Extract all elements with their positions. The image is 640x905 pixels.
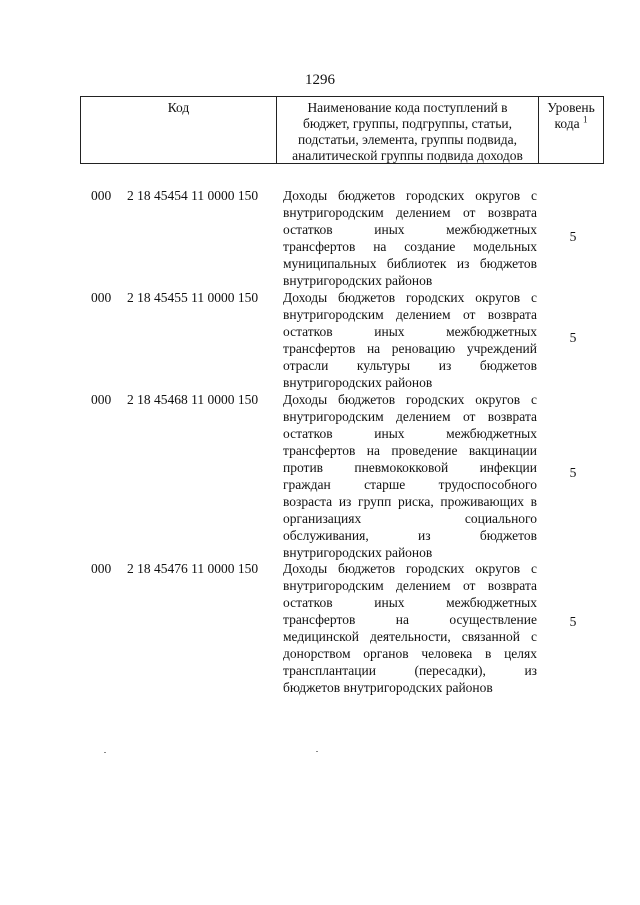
header-name-line: подстатьи, элемента, группы подвида,	[297, 132, 518, 147]
scan-speck	[316, 751, 318, 752]
description-line: внутригородским делением от возврата	[283, 205, 537, 220]
description-line: Доходы бюджетов городских округов с	[283, 290, 537, 305]
revenue-code: 2 18 45468 11 0000 150	[127, 392, 259, 407]
description-line: обслуживания, из бюджетов	[283, 528, 537, 543]
description-line: внутригородским делением от возврата	[283, 578, 537, 593]
header-level-line2	[539, 116, 603, 132]
description-line: остатков иных межбюджетных	[283, 222, 537, 237]
description-line: организациях социального	[283, 511, 537, 526]
admin-code: 000	[91, 188, 112, 203]
description-line: бюджетов внутригородских районов	[283, 680, 493, 695]
header-level-kod: кода	[554, 116, 580, 131]
admin-code: 000	[91, 392, 112, 407]
description-line: внутригородских районов	[283, 273, 433, 288]
description-line: трансфертов на реновацию учреждений	[283, 341, 537, 356]
description-line: Доходы бюджетов городских округов с	[283, 392, 537, 407]
description-line: Доходы бюджетов городских округов с	[283, 561, 537, 576]
description-line: донорством органов человека в целях	[283, 646, 537, 661]
description-line: остатков иных межбюджетных	[283, 595, 537, 610]
description-line: против пневмококковой инфекции	[283, 460, 537, 475]
description-line: трансплантации (пересадки), из	[283, 663, 537, 678]
header-level	[539, 97, 603, 163]
code-level: 5	[569, 330, 577, 345]
header-name	[277, 97, 539, 163]
revenue-description	[283, 391, 537, 561]
description-line: трансфертов на проведение вакцинации	[283, 443, 537, 458]
description-line: отрасли культуры из бюджетов	[283, 358, 537, 373]
revenue-description	[283, 560, 537, 696]
description-line: внутригородских районов	[283, 375, 433, 390]
revenue-description	[283, 289, 537, 391]
description-line: Доходы бюджетов городских округов с	[283, 188, 537, 203]
header-name-line: аналитической группы подвида доходов	[292, 148, 523, 163]
admin-code: 000	[91, 290, 112, 305]
header-name-line: бюджет, группы, подгруппы, статьи,	[303, 116, 512, 131]
revenue-code: 2 18 45454 11 0000 150	[127, 188, 259, 203]
description-line: внутригородским делением от возврата	[283, 409, 537, 424]
code-level: 5	[569, 229, 577, 244]
table-header	[80, 96, 604, 164]
page-number: 1296	[305, 72, 335, 88]
description-line: медицинской деятельности, связанной с	[283, 629, 537, 644]
description-line: муниципальных библиотек из бюджетов	[283, 256, 537, 271]
code-level: 5	[569, 614, 577, 629]
description-line: остатков иных межбюджетных	[283, 324, 537, 339]
revenue-code: 2 18 45476 11 0000 150	[127, 561, 259, 576]
description-line: трансфертов на создание модельных	[283, 239, 537, 254]
revenue-code: 2 18 45455 11 0000 150	[127, 290, 259, 305]
description-line: трансфертов на осуществление	[283, 612, 537, 627]
header-level-line: Уровень	[547, 100, 595, 115]
footnote-marker: 1	[582, 114, 588, 125]
description-line: внутригородским делением от возврата	[283, 307, 537, 322]
description-line: остатков иных межбюджетных	[283, 426, 537, 441]
admin-code: 000	[91, 561, 112, 576]
scan-speck	[104, 752, 106, 753]
header-code: Код	[81, 97, 277, 163]
description-line: внутригородских районов	[283, 545, 433, 560]
code-level: 5	[569, 465, 577, 480]
description-line: граждан старше трудоспособного	[283, 477, 537, 492]
description-line: возраста из групп риска, проживающих в	[283, 494, 537, 509]
header-name-line: Наименование кода поступлений в	[307, 100, 508, 115]
revenue-description	[283, 187, 537, 289]
